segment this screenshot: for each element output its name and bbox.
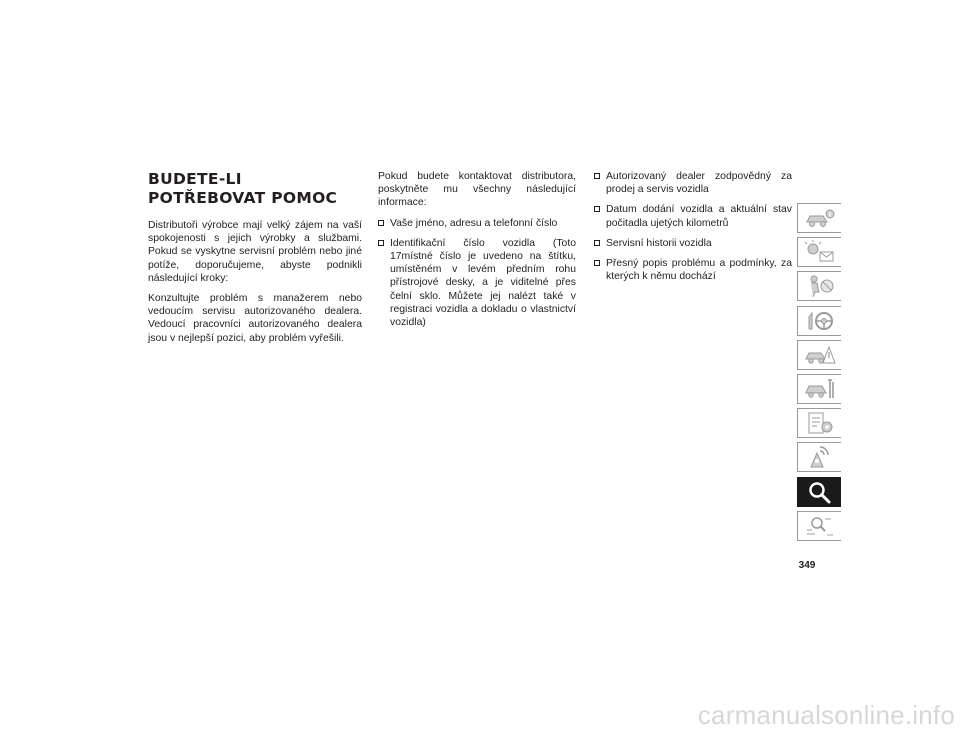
tab-emergency[interactable] xyxy=(797,340,841,370)
square-bullet-icon xyxy=(594,260,600,266)
multimedia-icon xyxy=(803,445,837,469)
list-item xyxy=(378,217,576,230)
section-heading: BUDETE-LI POTŘEBOVAT POMOC xyxy=(148,170,338,207)
list-item-text: Datum dodání vozidla a aktuální stav počitadla ujetých kilometrů xyxy=(606,204,792,229)
emergency-warning-icon xyxy=(803,343,837,367)
tab-car-lights-message[interactable] xyxy=(797,237,841,267)
list-item-text: Vaše jméno, adresu a telefonní číslo xyxy=(390,217,558,229)
list-item-text: Přesný popis problému a podmínky, za kterých k němu dochází xyxy=(606,258,792,283)
paragraph: Distributoři výrobce mají velký zájem na vaší spokojenosti s jejich výrobky a službami. Pokud se vyskytne servisní problém nebo jiné potíže, doporučujeme, abyste podnikli následující kroky: xyxy=(148,220,362,284)
tab-multimedia[interactable] xyxy=(797,442,841,472)
square-bullet-icon xyxy=(594,240,600,246)
chapter-tabs xyxy=(797,203,841,545)
middle-column xyxy=(378,170,576,336)
tab-safety[interactable] xyxy=(797,271,841,301)
list-item xyxy=(594,203,792,229)
search-customer-assistance-icon xyxy=(803,480,837,504)
list-item-text: Identifikační číslo vozidla (Toto 17místné číslo je uvedeno na štítku, umístěném v levém předním rohu přístrojové desky, a je viditelné přes čelní sklo. Můžete jej nalézt také v registraci vozidla a dokladu o vlastnictví vozidla) xyxy=(390,237,576,329)
paragraph: Konzultujte problém s manažerem nebo vedoucím servisu autorizovaného dealera. Vedoucí pracovníci autorizovaného dealera jsou v nejlepší pozici, aby problém vyřešili. xyxy=(148,293,362,344)
tab-starting-driving[interactable] xyxy=(797,306,841,336)
tab-index[interactable] xyxy=(797,511,841,541)
right-column xyxy=(594,170,792,290)
page-number: 349 xyxy=(798,560,816,571)
index-icon xyxy=(803,514,837,538)
square-bullet-icon xyxy=(594,206,600,212)
intro-paragraph: Pokud budete kontaktovat distributora, poskytněte mu všechny následující informace: xyxy=(378,171,576,209)
left-column xyxy=(148,170,362,352)
square-bullet-icon xyxy=(594,173,600,179)
square-bullet-icon xyxy=(378,240,384,246)
list-item-text: Servisní historii vozidla xyxy=(606,237,712,249)
tab-technical-specs[interactable] xyxy=(797,408,841,438)
technical-specs-icon xyxy=(803,411,837,435)
car-info-icon xyxy=(803,206,837,230)
safety-airbag-icon xyxy=(803,274,837,298)
list-item xyxy=(378,237,576,329)
list-item xyxy=(594,170,792,196)
tab-servicing[interactable] xyxy=(797,374,841,404)
square-bullet-icon xyxy=(378,220,384,226)
list-item-text: Autorizovaný dealer zodpovědný za prodej a servis vozidla xyxy=(606,171,792,196)
watermark-text: carmanualsonline.info xyxy=(697,700,955,730)
info-list xyxy=(378,217,576,330)
tab-customer-assistance[interactable] xyxy=(797,477,841,507)
servicing-maintenance-icon xyxy=(803,377,837,401)
starting-driving-icon xyxy=(803,309,837,333)
car-lights-message-icon xyxy=(803,240,837,264)
list-item xyxy=(594,237,792,250)
list-item xyxy=(594,257,792,283)
info-list xyxy=(594,170,792,283)
tab-car-info[interactable] xyxy=(797,203,841,233)
